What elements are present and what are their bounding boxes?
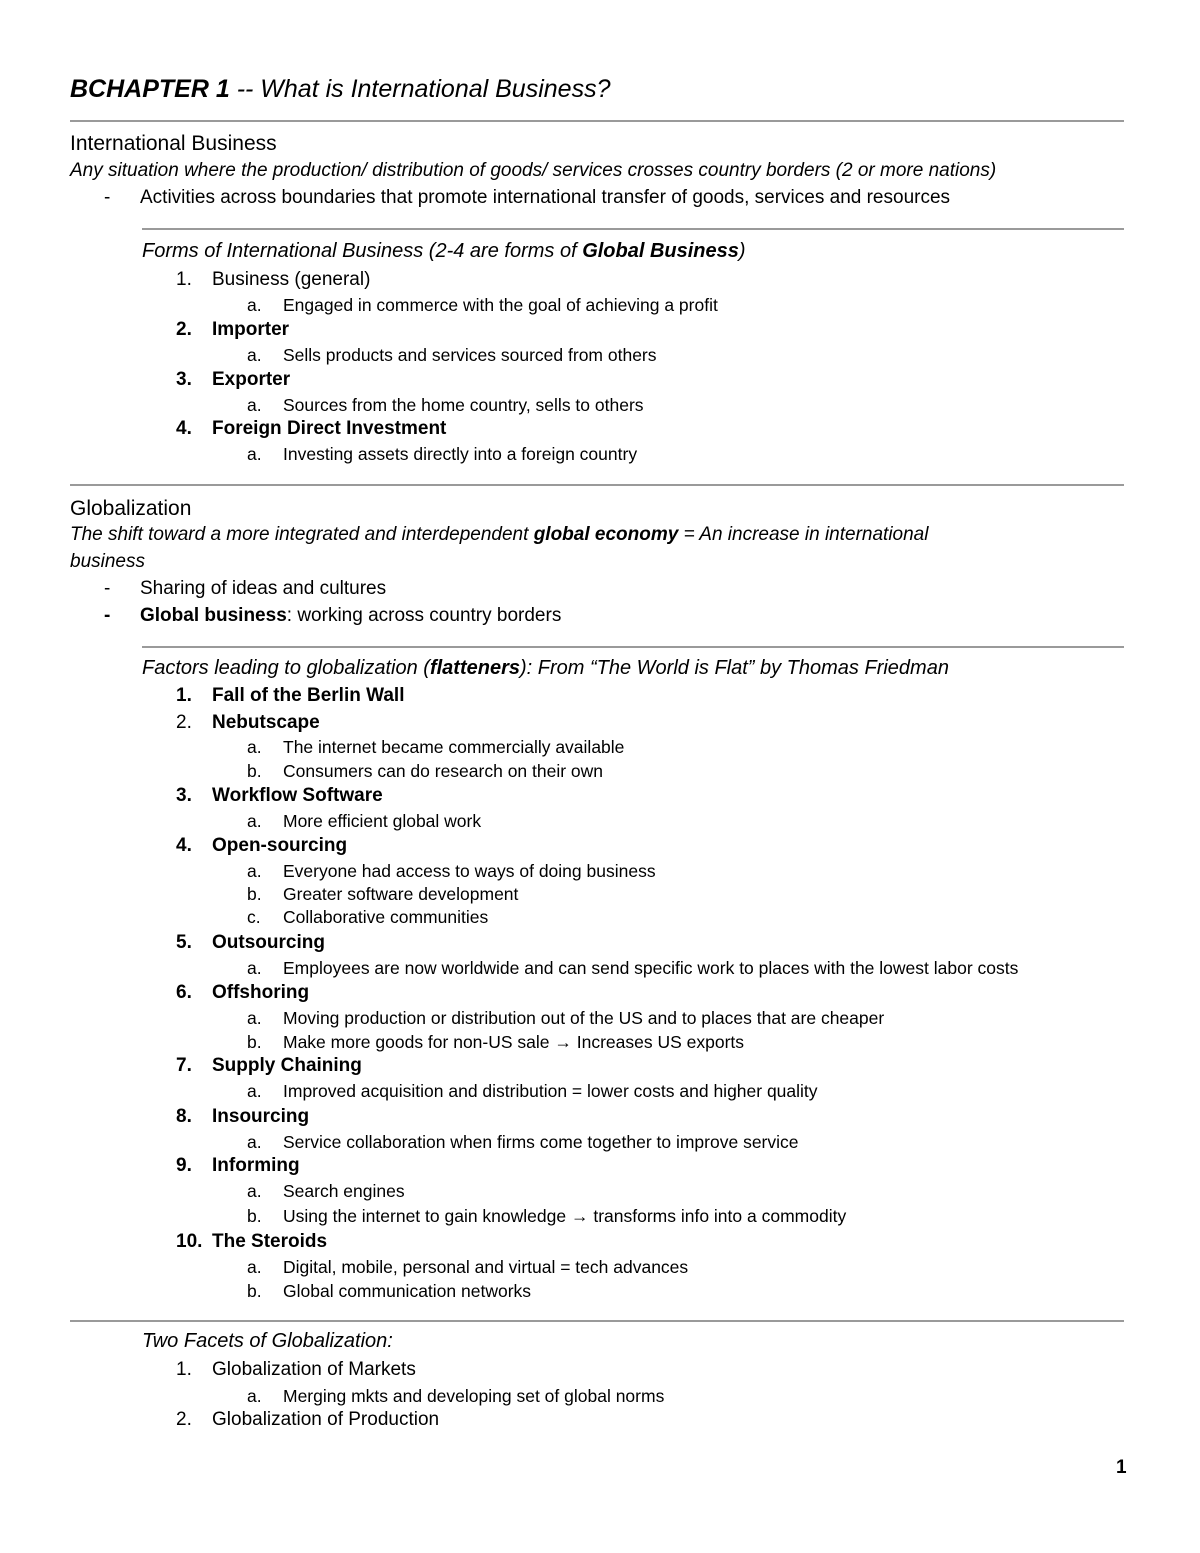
page-title	[70, 75, 610, 104]
list-item: 2. Globalization of Production	[176, 1409, 440, 1430]
sub-list-item: a. Merging mkts and developing set of global norms	[247, 1386, 665, 1406]
emphasis-flatteners: flatteners	[429, 657, 520, 679]
divider	[70, 120, 1124, 122]
list-item: 6. Offshoring	[176, 982, 310, 1003]
divider	[142, 228, 1124, 230]
emphasis-global-economy: global economy	[533, 524, 679, 545]
emphasis-global-business: Global Business	[582, 240, 739, 262]
sub-list-item: a. Digital, mobile, personal and virtual = tech advances	[247, 1257, 689, 1277]
section-heading-globalization: Globalization	[70, 497, 192, 520]
divider	[70, 1320, 1124, 1322]
list-item: 10. The Steroids	[176, 1231, 328, 1252]
sub-list-item: a. Improved acquisition and distribution = lower costs and higher quality	[247, 1081, 818, 1101]
sub-list-item: b. Greater software development	[247, 884, 519, 904]
sub-list-item: a. More efficient global work	[247, 811, 482, 831]
sub-list-item: c. Collaborative communities	[247, 907, 489, 927]
bullet-item: - Global business: working across country borders	[104, 605, 562, 626]
subsection-heading-forms: Forms of International Business (2-4 are forms of Global Business)	[142, 240, 746, 262]
list-item: 3. Exporter	[176, 369, 291, 390]
definition-text: Any situation where the production/ distribution of goods/ services crosses country borders (2 or more nations)	[70, 160, 997, 181]
subsection-heading-facets: Two Facets of Globalization:	[142, 1330, 393, 1352]
sub-list-item: a. Engaged in commerce with the goal of achieving a profit	[247, 295, 718, 315]
sub-list-item: a. Sells products and services sourced from others	[247, 345, 657, 365]
sub-list-item: a. Moving production or distribution out of the US and to places that are cheaper	[247, 1008, 885, 1028]
list-item: 8. Insourcing	[176, 1106, 310, 1127]
sub-list-item: b. Make more goods for non-US sale → Increases US exports	[247, 1032, 745, 1052]
definition-text: The shift toward a more integrated and interdependent global economy = An increase in international	[70, 524, 929, 545]
bullet-item	[104, 187, 950, 209]
list-item: 1. Business (general)	[176, 269, 371, 290]
sub-list-item: b. Using the internet to gain knowledge → transforms info into a commodity	[247, 1206, 847, 1226]
divider	[142, 646, 1124, 648]
list-item: 4. Open-sourcing	[176, 835, 348, 856]
definition-text-continued: business	[70, 551, 145, 572]
sub-list-item: a. Sources from the home country, sells to others	[247, 395, 644, 415]
sub-list-item: a. Employees are now worldwide and can send specific work to places with the lowest labor costs	[247, 958, 1019, 978]
sub-list-item: a. Investing assets directly into a foreign country	[247, 444, 638, 464]
bullet-dash: -	[104, 187, 111, 208]
list-item: 9. Informing	[176, 1155, 300, 1176]
list-item: 4. Foreign Direct Investment	[176, 418, 447, 439]
title-chapter: BCHAPTER 1	[70, 75, 230, 103]
list-item: 3. Workflow Software	[176, 785, 383, 806]
title-subject: -- What is International Business?	[229, 75, 611, 103]
sub-list-item: a. Search engines	[247, 1181, 405, 1201]
sub-list-item: b. Consumers can do research on their own	[247, 761, 604, 781]
list-item: 2. Importer	[176, 319, 290, 340]
sub-list-item: a. Service collaboration when firms come together to improve service	[247, 1132, 799, 1152]
list-item: 1. Fall of the Berlin Wall	[176, 685, 405, 706]
sub-list-item: b. Global communication networks	[247, 1281, 532, 1301]
bullet-item: - Sharing of ideas and cultures	[104, 578, 387, 599]
list-item: 5. Outsourcing	[176, 932, 325, 953]
subsection-heading-factors: Factors leading to globalization (flatteners): From “The World is Flat” by Thomas Friedman	[142, 657, 949, 679]
list-item: 7. Supply Chaining	[176, 1055, 362, 1076]
sub-list-item: a. The internet became commercially available	[247, 737, 625, 757]
list-item: 2. Nebutscape	[176, 712, 320, 733]
divider	[70, 484, 1124, 486]
sub-list-item: a. Everyone had access to ways of doing business	[247, 861, 656, 881]
bullet-text: Activities across boundaries that promote international transfer of goods, services and resources	[140, 187, 951, 208]
section-heading-international-business: International Business	[70, 132, 277, 155]
list-item: 1. Globalization of Markets	[176, 1359, 416, 1380]
page-number: 1	[1116, 1457, 1127, 1478]
